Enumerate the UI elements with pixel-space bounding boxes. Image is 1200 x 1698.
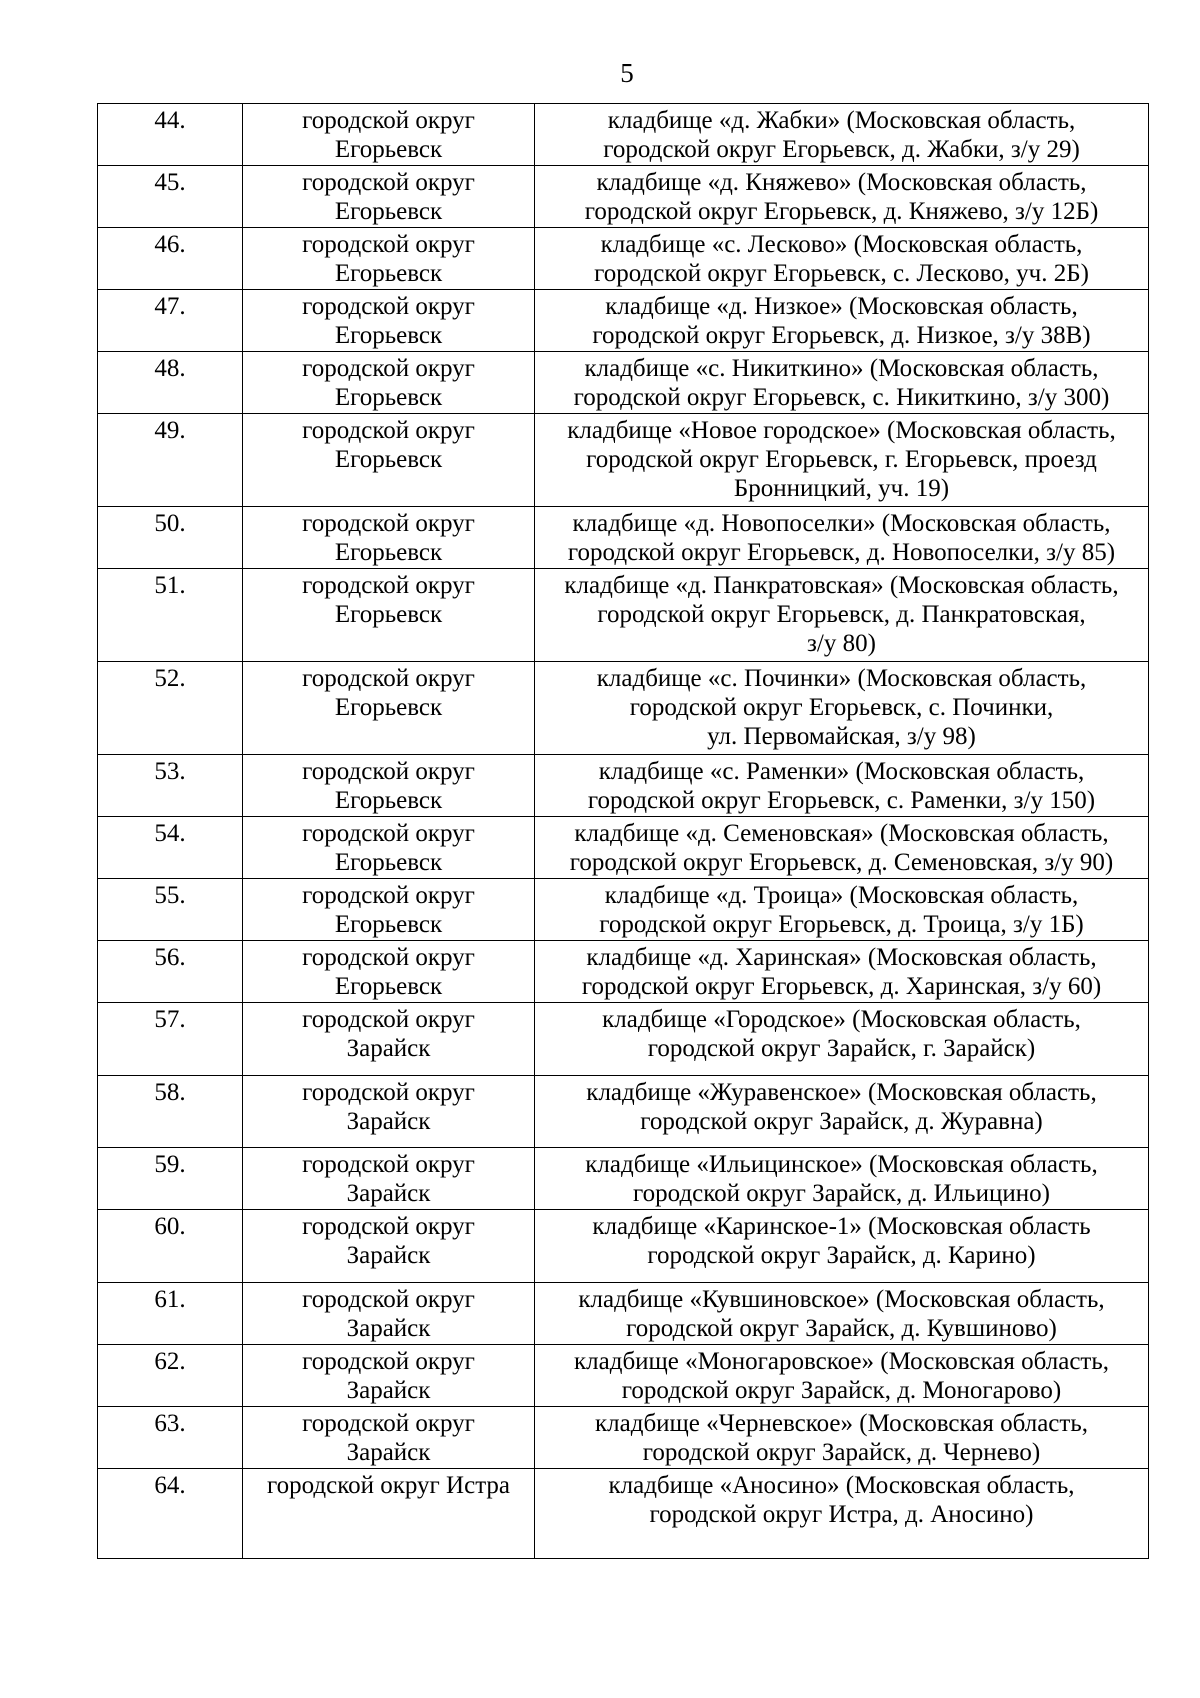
row-number-cell: 52. (98, 662, 243, 755)
cemetery-line: кладбище «Черневское» (Московская область, (595, 1410, 1088, 1437)
district-line: городской округ (302, 1410, 475, 1437)
district-line: Егорьевск (334, 787, 443, 814)
cemetery-line: городской округ Зарайск, г. Зарайск) (647, 1035, 1036, 1062)
district-cell (243, 1469, 535, 1559)
cemetery-line: городской округ Зарайск, д. Карино) (647, 1242, 1036, 1269)
cemetery-line: кладбище «с. Никиткино» (Московская область, (584, 355, 1099, 382)
district-cell (243, 166, 535, 228)
district-line: городской округ (302, 944, 475, 971)
cemetery-cell (535, 352, 1149, 414)
row-number-cell: 53. (98, 755, 243, 817)
table-row (98, 1210, 1149, 1283)
cemetery-line: городской округ Зарайск, д. Моногарово) (621, 1377, 1062, 1404)
cemetery-line: кладбище «Моногаровское» (Московская область, (574, 1348, 1109, 1375)
row-number-cell: 59. (98, 1148, 243, 1210)
cemetery-line: городской округ Егорьевск, д. Харинская, з/у 60) (581, 973, 1102, 1000)
table-row (98, 1283, 1149, 1345)
cemetery-line: городской округ Егорьевск, г. Егорьевск, проезд (586, 446, 1097, 473)
row-number-cell: 48. (98, 352, 243, 414)
district-line: Егорьевск (334, 136, 443, 163)
table-row (98, 414, 1149, 507)
cemetery-line: городской округ Зарайск, д. Кувшиново) (626, 1315, 1057, 1342)
cemetery-cell (535, 755, 1149, 817)
cemetery-cell (535, 662, 1149, 755)
cemetery-line: городской округ Егорьевск, д. Княжево, з/у 12Б) (584, 198, 1099, 225)
cemetery-line: городской округ Егорьевск, д. Троица, з/у 1Б) (599, 911, 1084, 938)
cemetery-cell (535, 817, 1149, 879)
district-cell (243, 104, 535, 166)
table-row (98, 817, 1149, 879)
cemetery-cell (535, 1148, 1149, 1210)
cemetery-line: кладбище «д. Низкое» (Московская область, (605, 293, 1078, 320)
cemetery-cell (535, 290, 1149, 352)
cemetery-line: кладбище «Журавенское» (Московская область, (586, 1079, 1097, 1106)
table-row (98, 290, 1149, 352)
district-line: Зарайск (346, 1242, 431, 1269)
cemetery-line: городской округ Зарайск, д. Ильицино) (633, 1180, 1050, 1207)
district-cell (243, 662, 535, 755)
cemetery-cell (535, 1345, 1149, 1407)
row-number-cell: 57. (98, 1003, 243, 1076)
district-line: Егорьевск (334, 384, 443, 411)
district-line: городской округ (302, 758, 475, 785)
cemetery-line: городской округ Зарайск, д. Чернево) (642, 1439, 1041, 1466)
district-line: городской округ (302, 1079, 475, 1106)
district-cell (243, 1210, 535, 1283)
district-line: Егорьевск (334, 694, 443, 721)
cemetery-line: городской округ Егорьевск, д. Низкое, з/у 38В) (592, 322, 1091, 349)
cemetery-line: кладбище «д. Харинская» (Московская область, (586, 944, 1097, 971)
cemetery-line: кладбище «Кувшиновское» (Московская область, (578, 1286, 1105, 1313)
row-number-cell: 56. (98, 941, 243, 1003)
district-line: городской округ (302, 1151, 475, 1178)
district-line: Зарайск (346, 1180, 431, 1207)
table-row (98, 104, 1149, 166)
cemetery-line: городской округ Зарайск, д. Журавна) (640, 1108, 1043, 1135)
district-cell (243, 1003, 535, 1076)
cemetery-cell (535, 569, 1149, 662)
row-number-cell: 63. (98, 1407, 243, 1469)
table-row (98, 569, 1149, 662)
row-number-cell: 58. (98, 1076, 243, 1148)
page-number: 5 (620, 58, 634, 88)
cemetery-cell (535, 104, 1149, 166)
cemetery-line: городской округ Егорьевск, с. Починки, (629, 694, 1054, 721)
district-line: Егорьевск (334, 260, 443, 287)
district-line: Егорьевск (334, 973, 443, 1000)
district-line: городской округ (302, 169, 475, 196)
district-line: городской округ (302, 510, 475, 537)
district-line: Егорьевск (334, 446, 443, 473)
cemetery-cell (535, 941, 1149, 1003)
table-row (98, 662, 1149, 755)
cemetery-line: кладбище «с. Лесково» (Московская область, (600, 231, 1083, 258)
district-line: городской округ (302, 417, 475, 444)
cemetery-line: кладбище «д. Княжево» (Московская область, (596, 169, 1087, 196)
district-line: городской округ (302, 1213, 475, 1240)
district-line: Егорьевск (334, 849, 443, 876)
cemetery-line: кладбище «Новое городское» (Московская область, (567, 417, 1116, 444)
row-number-cell: 64. (98, 1469, 243, 1559)
cemetery-line: городской округ Истра, д. Аносино) (649, 1501, 1034, 1528)
row-number-cell: 61. (98, 1283, 243, 1345)
row-number-cell: 47. (98, 290, 243, 352)
table-row (98, 941, 1149, 1003)
table-row (98, 1076, 1149, 1148)
row-number-cell: 54. (98, 817, 243, 879)
cemetery-line: городской округ Егорьевск, д. Жабки, з/у 29) (603, 136, 1080, 163)
cemetery-cell (535, 414, 1149, 507)
district-line: городской округ (302, 107, 475, 134)
cemetery-line: кладбище «Ильицинское» (Московская область, (585, 1151, 1098, 1178)
district-line: городской округ (302, 231, 475, 258)
table-row (98, 1345, 1149, 1407)
district-line: городской округ Истра (266, 1472, 511, 1499)
district-line: городской округ (302, 665, 475, 692)
cemetery-line: кладбище «д. Жабки» (Московская область, (607, 107, 1076, 134)
district-line: Зарайск (346, 1035, 431, 1062)
row-number-cell: 60. (98, 1210, 243, 1283)
district-cell (243, 1148, 535, 1210)
cemetery-cell (535, 879, 1149, 941)
district-cell (243, 228, 535, 290)
cemetery-line: кладбище «д. Новопоселки» (Московская область, (572, 510, 1111, 537)
district-line: Егорьевск (334, 322, 443, 349)
cemetery-line: Бронницкий, уч. 19) (733, 475, 950, 502)
cemetery-line: городской округ Егорьевск, д. Семеновская, з/у 90) (569, 849, 1114, 876)
cemetery-cell (535, 228, 1149, 290)
table-row (98, 1407, 1149, 1469)
district-cell (243, 1345, 535, 1407)
cemetery-cell (535, 166, 1149, 228)
district-cell (243, 507, 535, 569)
district-line: Егорьевск (334, 198, 443, 225)
district-line: Егорьевск (334, 539, 443, 566)
cemetery-line: городской округ Егорьевск, с. Раменки, з/у 150) (587, 787, 1096, 814)
district-cell (243, 414, 535, 507)
table-row (98, 1148, 1149, 1210)
district-line: Зарайск (346, 1315, 431, 1342)
row-number-cell: 62. (98, 1345, 243, 1407)
district-line: городской округ (302, 1348, 475, 1375)
district-line: городской округ (302, 355, 475, 382)
cemetery-cell (535, 1469, 1149, 1559)
cemetery-line: кладбище «д. Семеновская» (Московская область, (574, 820, 1109, 847)
table-body (98, 104, 1149, 1559)
district-cell (243, 352, 535, 414)
cemetery-cell (535, 1407, 1149, 1469)
cemetery-line: кладбище «д. Панкратовская» (Московская область, (564, 572, 1119, 599)
row-number-cell: 51. (98, 569, 243, 662)
district-line: Егорьевск (334, 601, 443, 628)
district-line: городской округ (302, 1286, 475, 1313)
district-cell (243, 569, 535, 662)
table-row (98, 352, 1149, 414)
cemetery-line: кладбище «Каринское-1» (Московская область (592, 1213, 1091, 1240)
cemetery-line: ул. Первомайская, з/у 98) (707, 723, 976, 750)
district-cell (243, 1283, 535, 1345)
cemetery-line: городской округ Егорьевск, д. Панкратовская, (597, 601, 1086, 628)
cemetery-line: з/у 80) (807, 630, 876, 657)
district-line: Егорьевск (334, 911, 443, 938)
row-number-cell: 44. (98, 104, 243, 166)
row-number-cell: 50. (98, 507, 243, 569)
table-row (98, 879, 1149, 941)
cemetery-line: кладбище «с. Починки» (Московская область, (596, 665, 1087, 692)
row-number-cell: 46. (98, 228, 243, 290)
table-row (98, 228, 1149, 290)
district-cell (243, 755, 535, 817)
table-row (98, 755, 1149, 817)
district-cell (243, 290, 535, 352)
district-line: городской округ (302, 572, 475, 599)
cemetery-line: кладбище «с. Раменки» (Московская область, (598, 758, 1085, 785)
cemetery-line: городской округ Егорьевск, с. Лесково, уч. 2Б) (594, 260, 1089, 287)
district-line: Зарайск (346, 1108, 431, 1135)
row-number-cell: 55. (98, 879, 243, 941)
district-line: Зарайск (346, 1377, 431, 1404)
table-row (98, 1469, 1149, 1559)
cemetery-line: городской округ Егорьевск, д. Новопоселки, з/у 85) (567, 539, 1116, 566)
district-cell (243, 941, 535, 1003)
cemetery-table (97, 103, 1149, 1559)
cemetery-cell (535, 1283, 1149, 1345)
table-row (98, 166, 1149, 228)
cemetery-cell (535, 1076, 1149, 1148)
district-cell (243, 1076, 535, 1148)
row-number-cell: 49. (98, 414, 243, 507)
cemetery-line: кладбище «Аносино» (Московская область, (608, 1472, 1075, 1499)
cemetery-line: кладбище «Городское» (Московская область, (602, 1006, 1081, 1033)
district-line: Зарайск (346, 1439, 431, 1466)
table-row (98, 507, 1149, 569)
district-cell (243, 879, 535, 941)
cemetery-cell (535, 507, 1149, 569)
cemetery-cell (535, 1210, 1149, 1283)
cemetery-line: городской округ Егорьевск, с. Никиткино, з/у 300) (573, 384, 1110, 411)
district-line: городской округ (302, 882, 475, 909)
district-cell (243, 817, 535, 879)
row-number-cell: 45. (98, 166, 243, 228)
cemetery-cell (535, 1003, 1149, 1076)
district-line: городской округ (302, 820, 475, 847)
district-line: городской округ (302, 1006, 475, 1033)
table-row (98, 1003, 1149, 1076)
cemetery-line: кладбище «д. Троица» (Московская область, (604, 882, 1079, 909)
district-line: городской округ (302, 293, 475, 320)
district-cell (243, 1407, 535, 1469)
